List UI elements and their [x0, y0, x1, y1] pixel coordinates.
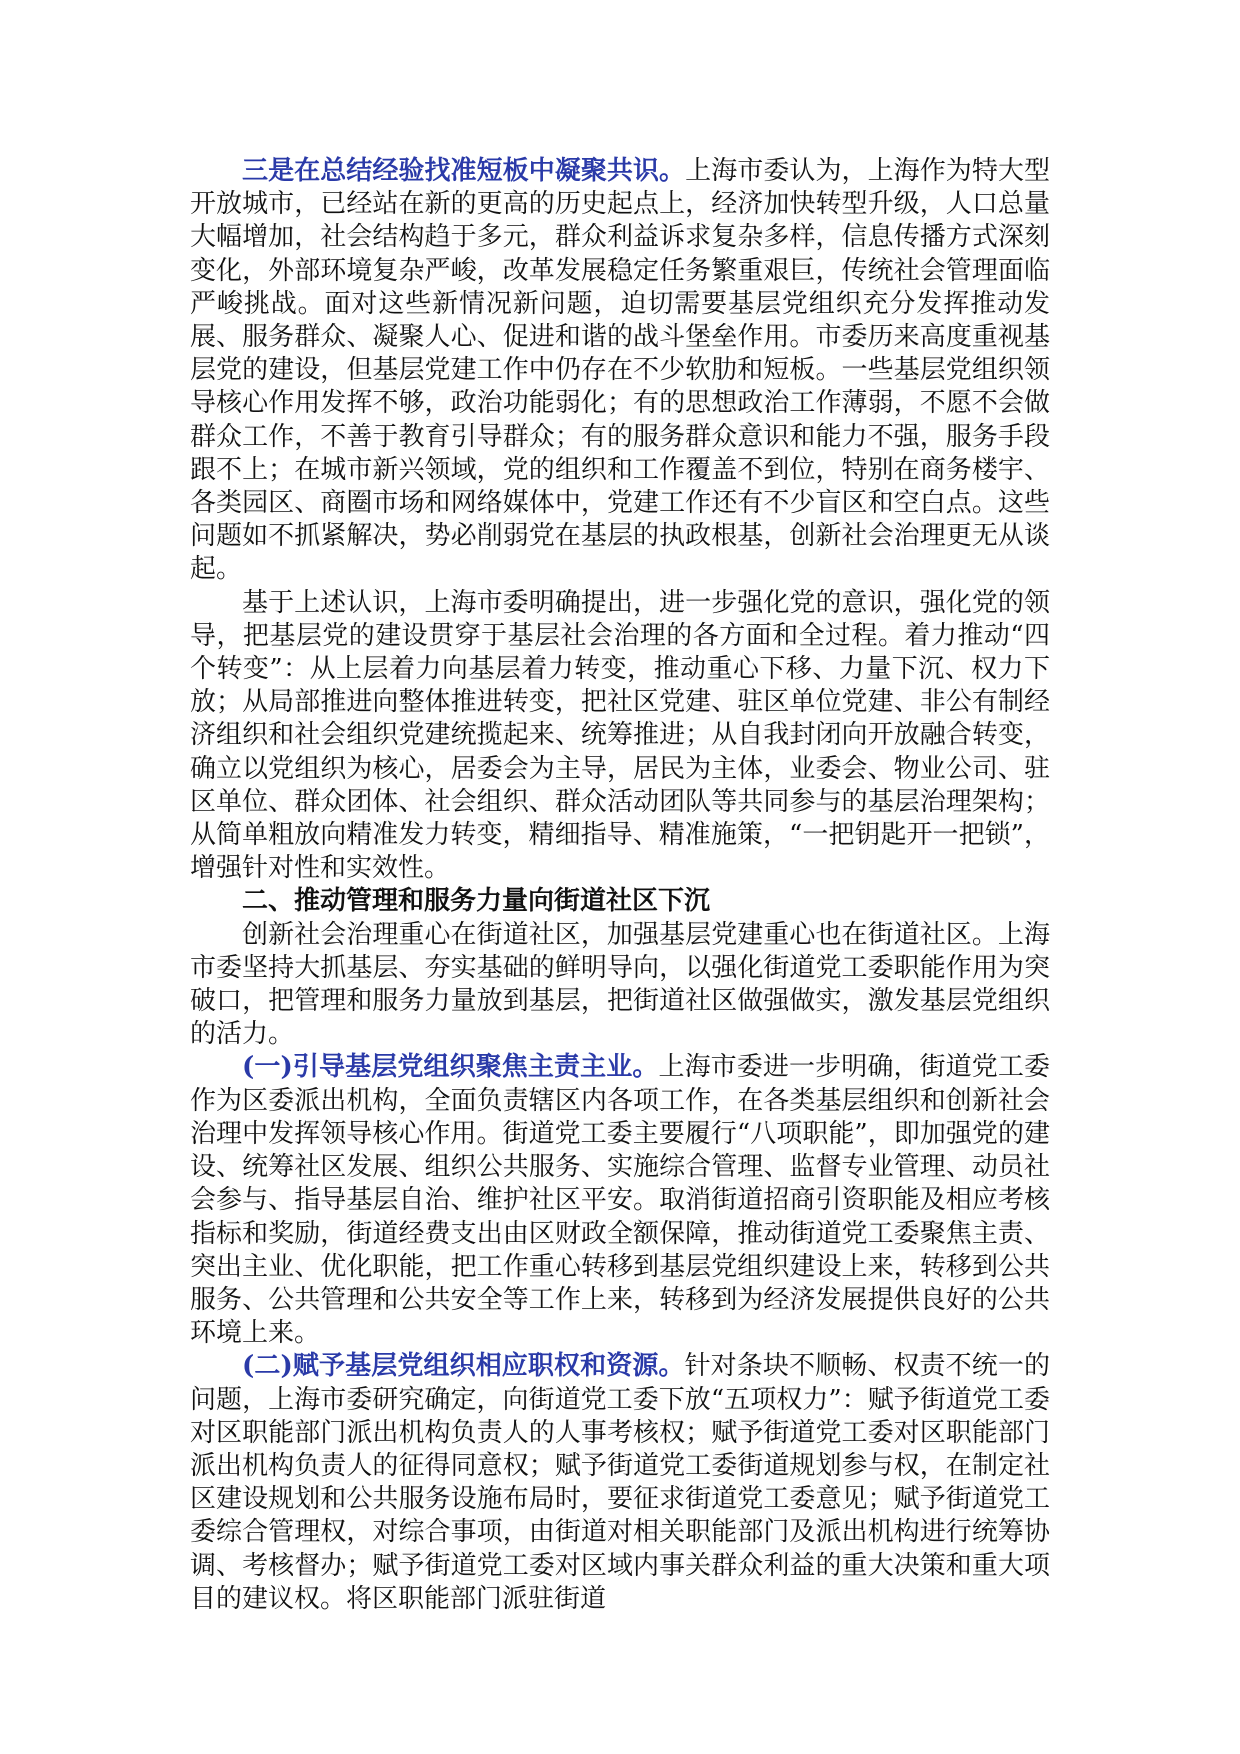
document-body	[190, 155, 1050, 1616]
paragraph-1-text: 上海市委认为，上海作为特大型开放城市，已经站在新的更高的历史起点上，经济加快转型升级，人口总量大幅增加，社会结构趋于多元，群众利益诉求复杂多样，信息传播方式深刻变化，外部环境复杂严峻，改革发展稳定任务繁重艰巨，传统社会管理面临严峻挑战。面对这些新情况新问题，迫切需要基层党组织充分发挥推动发展、服务群众、凝聚人心、促进和谐的战斗堡垒作用。市委历来高度重视基层党的建设，但基层党建工作中仍存在不少软肋和短板。一些基层党组织领导核心作用发挥不够，政治功能弱化；有的思想政治工作薄弱，不愿不会做群众工作，不善于教育引导群众；有的服务群众意识和能力不强，服务手段跟不上；在城市新兴领域，党的组织和工作覆盖不到位，特别在商务楼宇、各类园区、商圈市场和网络媒体中，党建工作还有不少盲区和空白点。这些问题如不抓紧解决，势必削弱党在基层的执政根基，创新社会治理更无从谈起。	[190, 156, 1050, 585]
paragraph-5-lead: (二)赋予基层党组织相应职权和资源。	[242, 1351, 685, 1382]
paragraph-1-lead: 三是在总结经验找准短板中凝聚共识。	[242, 156, 686, 186]
paragraph-5-text: 针对条块不顺畅、权责不统一的问题，上海市委研究确定，向街道党工委下放“五项权力”：赋予街道党工委对区职能部门派出机构负责人的人事考核权；赋予街道党工委对区职能部门派出机构负责人的征得同意权；赋予街道党工委街道规划参与权，在制定社区建设规划和公共服务设施布局时，要征求街道党工委意见；赋予街道党工委综合管理权，对综合事项，由街道对相关职能部门及派出机构进行统筹协调、考核督办；赋予街道党工委对区域内事关群众利益的重大决策和重大项目的建议权。将区职能部门派驻街道	[190, 1351, 1050, 1614]
paragraph-4-lead: (一)引导基层党组织聚焦主责主业。	[242, 1052, 659, 1083]
paragraph-2: 基于上述认识，上海市委明确提出，进一步强化党的意识，强化党的领导，把基层党的建设贯穿于基层社会治理的各方面和全过程。着力推动“四个转变”：从上层着力向基层着力转变，推动重心下移、力量下沉、权力下放；从局部推进向整体推进转变，把社区党建、驻区单位党建、非公有制经济组织和社会组织党建统揽起来、统筹推进；从自我封闭向开放融合转变，确立以党组织为核心，居委会为主导，居民为主体，业委会、物业公司、驻区单位、群众团体、社会组织、群众活动团队等共同参与的基层治理架构；从简单粗放向精准发力转变，精细指导、精准施策，“一把钥匙开一把锁”，增强针对性和实效性。	[190, 587, 1050, 884]
section-heading-2: 二、推动管理和服务力量向街道社区下沉	[242, 886, 711, 917]
paragraph-4	[190, 1051, 1050, 1350]
paragraph-5	[190, 1350, 1050, 1616]
paragraph-1	[190, 155, 1050, 587]
paragraph-4-text: 上海市委进一步明确，街道党工委作为区委派出机构，全面负责辖区内各项工作，在各类基层组织和创新社会治理中发挥领导核心作用。街道党工委主要履行“八项职能”，即加强党的建设、统筹社区发展、组织公共服务、实施综合管理、监督专业管理、动员社会参与、指导基层自治、维护社区平安。取消街道招商引资职能及相应考核指标和奖励，街道经费支出由区财政全额保障，推动街道党工委聚焦主责、突出主业、优化职能，把工作重心转移到基层党组织建设上来，转移到公共服务、公共管理和公共安全等工作上来，转移到为经济发展提供良好的公共环境上来。	[190, 1052, 1050, 1349]
paragraph-3: 创新社会治理重心在街道社区，加强基层党建重心也在街道社区。上海市委坚持大抓基层、夯实基础的鲜明导向，以强化街道党工委职能作用为突破口，把管理和服务力量放到基层，把街道社区做强做实，激发基层党组织的活力。	[190, 919, 1050, 1050]
